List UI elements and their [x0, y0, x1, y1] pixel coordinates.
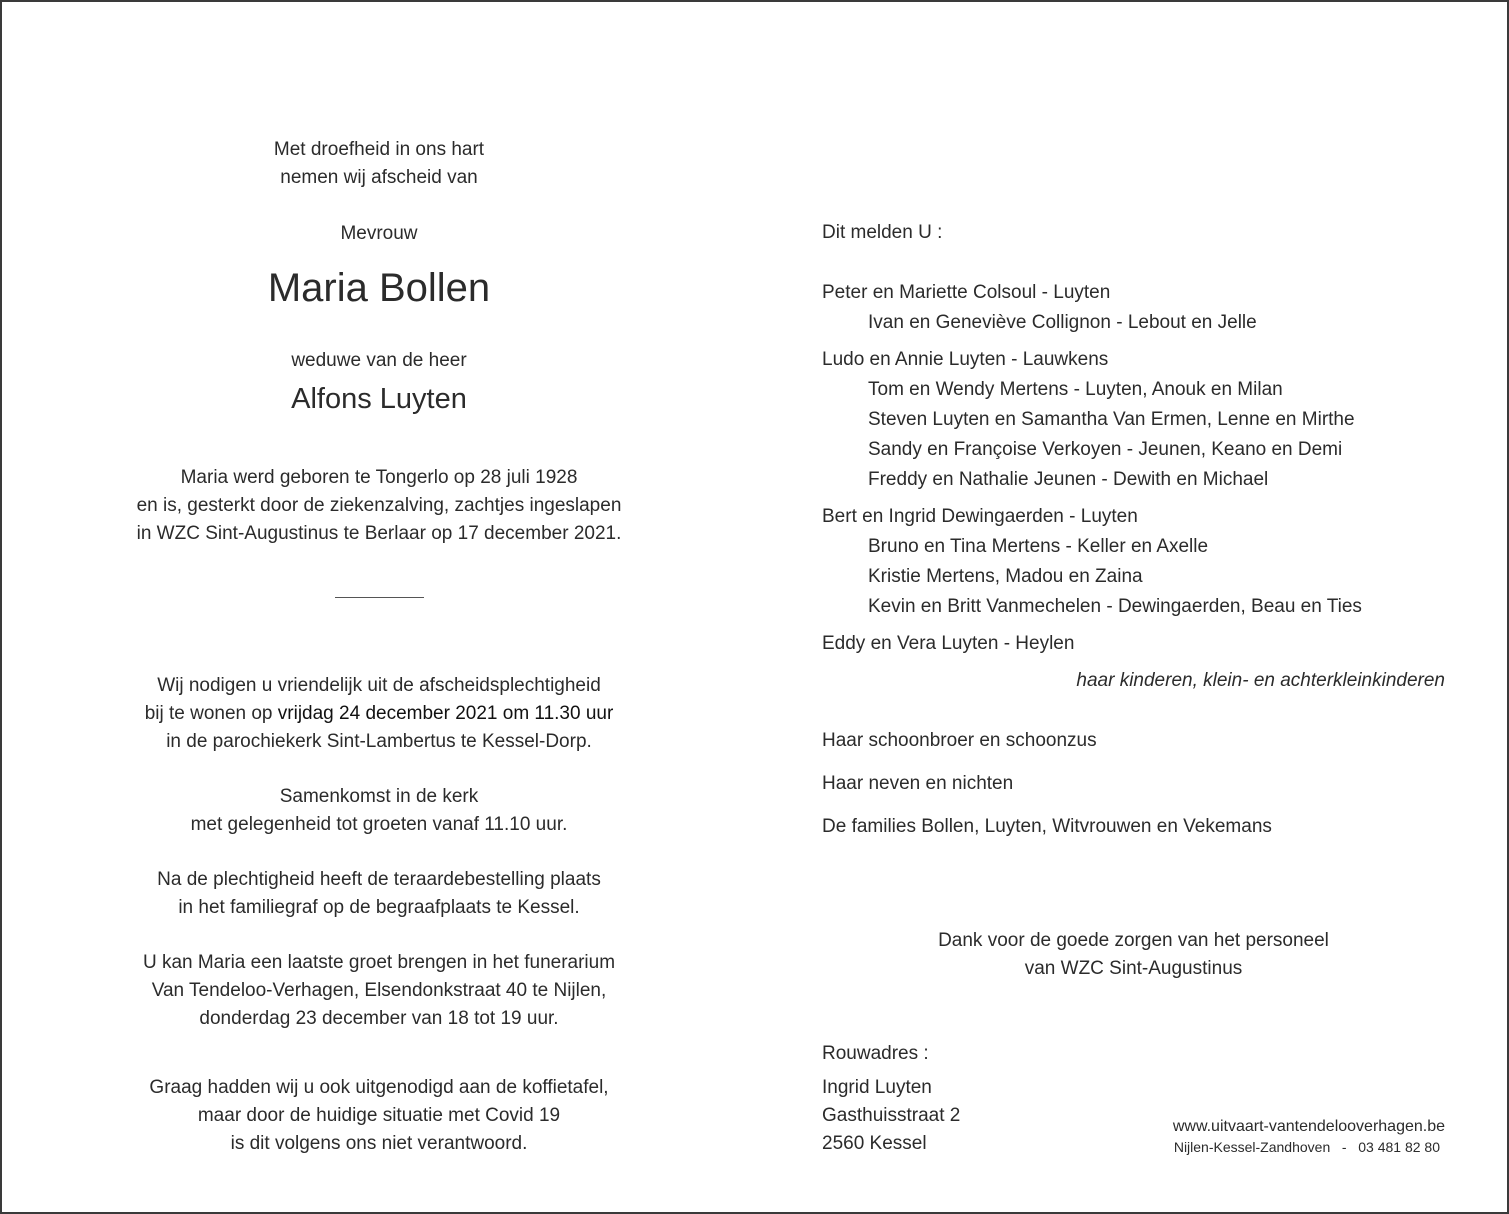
widow-label: weduwe van de heer [291, 350, 467, 371]
family-line: Bruno en Tina Mertens - Keller en Axelle [868, 536, 1209, 557]
spouse-name: Alfons Luyten [291, 383, 467, 415]
cousins: Haar neven en nichten [822, 773, 1014, 794]
ceremony-datetime: vrijdag 24 december 2021 om 11.30 uur [277, 703, 614, 724]
family-line: Kevin en Britt Vanmechelen - Dewingaerden, Beau en Ties [868, 596, 1362, 617]
visit-line-2: Van Tendeloo-Verhagen, Elsendonkstraat 40 te Nijlen, [151, 980, 607, 1001]
families: De families Bollen, Luyten, Witvrouwen en Vekemans [822, 816, 1272, 837]
intro-line-2: nemen wij afscheid van [280, 167, 478, 188]
deceased-name: Maria Bollen [267, 266, 491, 310]
bio-line-2: en is, gesterkt door de ziekenzalving, zachtjes ingeslapen [136, 495, 622, 516]
in-laws: Haar schoonbroer en schoonzus [822, 730, 1097, 751]
intro-line-1: Met droefheid in ons hart [273, 139, 485, 160]
invite-line-1: Wij nodigen u vriendelijk uit de afscheidsplechtigheid [157, 675, 601, 696]
address-line-2: Gasthuisstraat 2 [822, 1105, 961, 1126]
family-line: Peter en Mariette Colsoul - Luyten [822, 282, 1111, 303]
visit-line-3: donderdag 23 december van 18 tot 19 uur. [199, 1008, 559, 1029]
family-line: Sandy en Françoise Verkoyen - Jeunen, Keano en Demi [868, 439, 1343, 460]
family-line: Freddy en Nathalie Jeunen - Dewith en Michael [868, 469, 1269, 490]
gathering-line-2: met gelegenheid tot groeten vanaf 11.10 uur. [190, 814, 568, 835]
divider [335, 597, 424, 598]
bio-line-3: in WZC Sint-Augustinus te Berlaar op 17 december 2021. [136, 523, 622, 544]
family-line: Kristie Mertens, Madou en Zaina [868, 566, 1143, 587]
invite-line-2 [79, 700, 679, 728]
bio-line-1: Maria werd geboren te Tongerlo op 28 juli 1928 [180, 467, 578, 488]
gathering-line-1: Samenkomst in de kerk [279, 786, 479, 807]
family-line: Ludo en Annie Luyten - Lauwkens [822, 349, 1109, 370]
family-line: Tom en Wendy Mertens - Luyten, Anouk en Milan [868, 379, 1283, 400]
address-line-3: 2560 Kessel [822, 1133, 927, 1154]
coffee-line-2: maar door de huidige situatie met Covid 19 [197, 1105, 561, 1126]
funeral-home-website[interactable]: www.uitvaart-vantendelooverhagen.be [1172, 1118, 1445, 1135]
burial-line-2: in het familiegraf op de begraafplaats te Kessel. [178, 897, 580, 918]
address-line-1: Ingrid Luyten [822, 1077, 932, 1098]
family-line: Eddy en Vera Luyten - Heylen [822, 633, 1075, 654]
family-line: Steven Luyten en Samantha Van Ermen, Lenne en Mirthe [868, 409, 1355, 430]
announce-label: Dit melden U : [822, 222, 943, 243]
coffee-line-1: Graag hadden wij u ook uitgenodigd aan de koffietafel, [149, 1077, 609, 1098]
visit-line-1: U kan Maria een laatste groet brengen in het funerarium [142, 952, 616, 973]
thanks-line-1: Dank voor de goede zorgen van het personeel [938, 930, 1329, 951]
funeral-home-contact: Nijlen-Kessel-Zandhoven - 03 481 82 80 [1173, 1139, 1440, 1155]
burial-line-1: Na de plechtigheid heeft de teraardebestelling plaats [157, 869, 601, 890]
family-line: Ivan en Geneviève Collignon - Lebout en Jelle [868, 312, 1257, 333]
honorific: Mevrouw [340, 223, 418, 244]
thanks-line-2: van WZC Sint-Augustinus [1024, 958, 1243, 979]
coffee-line-3: is dit volgens ons niet verantwoord. [230, 1133, 528, 1154]
family-line: Bert en Ingrid Dewingaerden - Luyten [822, 506, 1138, 527]
address-label: Rouwadres : [822, 1043, 929, 1064]
family-caption: haar kinderen, klein- en achterkleinkinderen [1076, 670, 1445, 691]
invite-prefix: bij te wonen op [144, 703, 278, 724]
invite-line-3: in de parochiekerk Sint-Lambertus te Kessel-Dorp. [166, 731, 592, 752]
